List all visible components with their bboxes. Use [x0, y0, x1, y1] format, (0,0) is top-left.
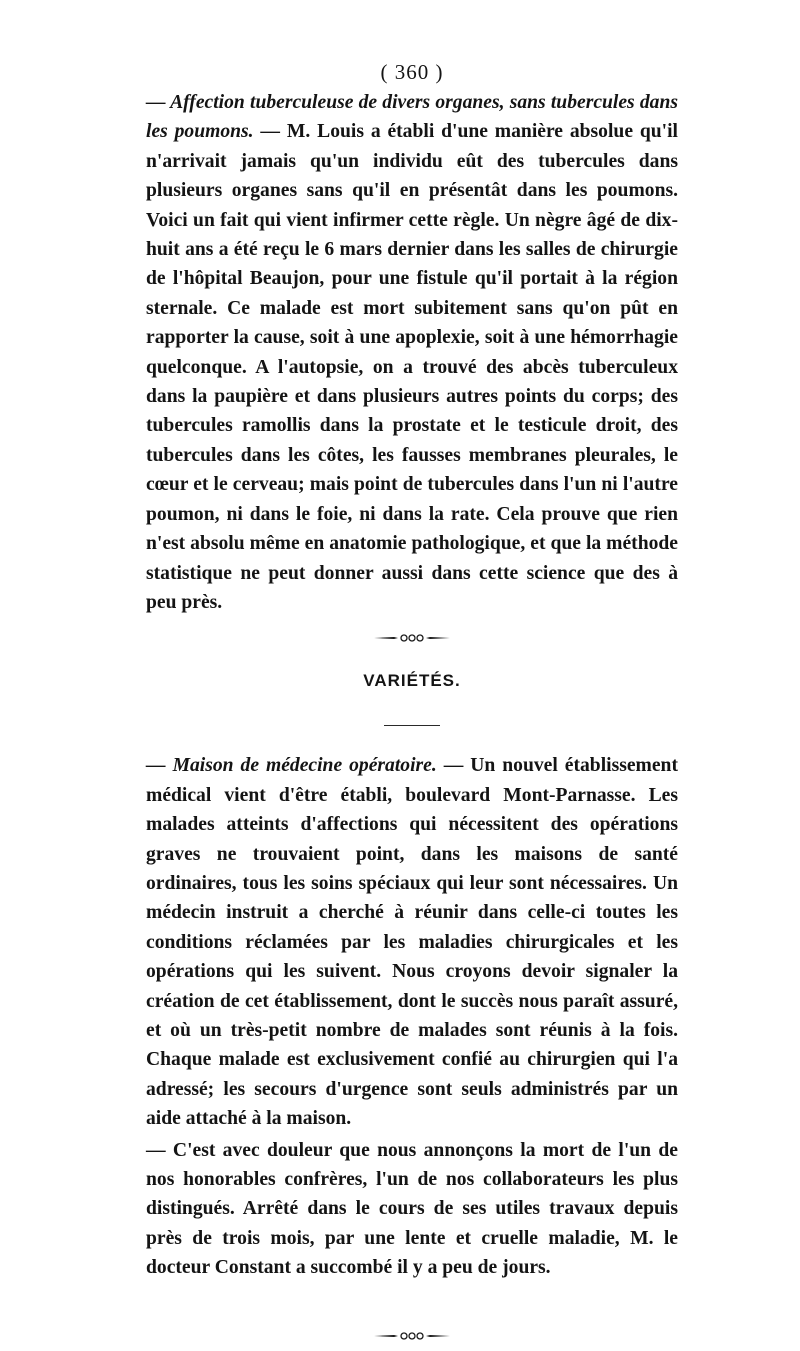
tuberculosis-run-in-title: — Affection tuberculeuse de divers organes, sans tubercules dans les poumons. — [146, 92, 678, 143]
obituary-text: — C'est avec douleur que nous annonçons la mort de l'un de nos honorables confrères, l'un de nos collaborateurs les plus distingués. Arrêté dans le cours de ses utiles travaux depuis près de trois mois, par une lente et cruelle maladie, M. le docteur Constant a succombé il y a peu de jours. — [146, 1139, 678, 1279]
ornament-divider-end — [146, 1321, 678, 1351]
obituary-paragraph — [146, 1136, 678, 1283]
maison-run-in-title: — Maison de médecine opératoire. — [146, 755, 437, 777]
ornament-divider-end-icon — [372, 1331, 452, 1341]
page-number: ( 360 ) — [380, 60, 444, 84]
maison-text: — Un nouvel établissement médical vient d'être établi, boulevard Mont-Parnasse. Les malades atteints d'affections qui nécessitent des opérations graves ne trouvaient point, dans les maisons de santé ordinaires, tous les soins spéciaux qui leur sont nécessaires. Un médecin instruit a cherché à réunir dans celle-ci toutes les conditions réclamées par les maladies chirurgicales et les opérations qui les suivent. Nous croyons devoir signaler la création de cet établissement, dont le succès nous paraît assuré, et où un très-petit nombre de malades sont réunis à la fois. Chaque malade est exclusivement confié au chirurgien qui l'a adressé; les secours d'urgence sont seuls administrés par un aide attaché à la maison. — [146, 755, 678, 1130]
document-page — [146, 58, 678, 1351]
maison-paragraph — [146, 751, 678, 1133]
section-heading-varietes: VARIÉTÉS. — [363, 671, 461, 691]
ornament-divider-icon — [372, 633, 452, 643]
ornament-divider — [146, 623, 678, 653]
tuberculosis-paragraph — [146, 88, 678, 617]
section-rule — [384, 725, 440, 726]
tuberculosis-text: — M. Louis a établi d'une manière absolue qu'il n'arrivait jamais qu'un individu eût des tubercules dans plusieurs organes sans qu'il en présentât dans les poumons. Voici un fait qui vient infirmer cette règle. Un nègre âgé de dix-huit ans a été reçu le 6 mars dernier dans les salles de chirurgie de l'hôpital Beaujon, pour une fistule qu'il portait à la région sternale. Ce malade est mort subitement sans qu'on pût en rapporter la cause, soit à une apoplexie, soit à une hémorrhagie quelconque. A l'autopsie, on a trouvé des abcès tuberculeux dans la paupière et dans plusieurs autres points du corps; des tubercules ramollis dans la prostate et le testicule droit, des tubercules dans les côtes, les fausses membranes pleurales, le cœur et le cerveau; mais point de tubercules dans l'un ni l'autre poumon, ni dans le foie, ni dans la rate. Cela prouve que rien n'est absolu même en anatomie pathologique, et que la méthode statistique ne peut donner aussi dans cette science que des à peu près. — [146, 121, 678, 613]
